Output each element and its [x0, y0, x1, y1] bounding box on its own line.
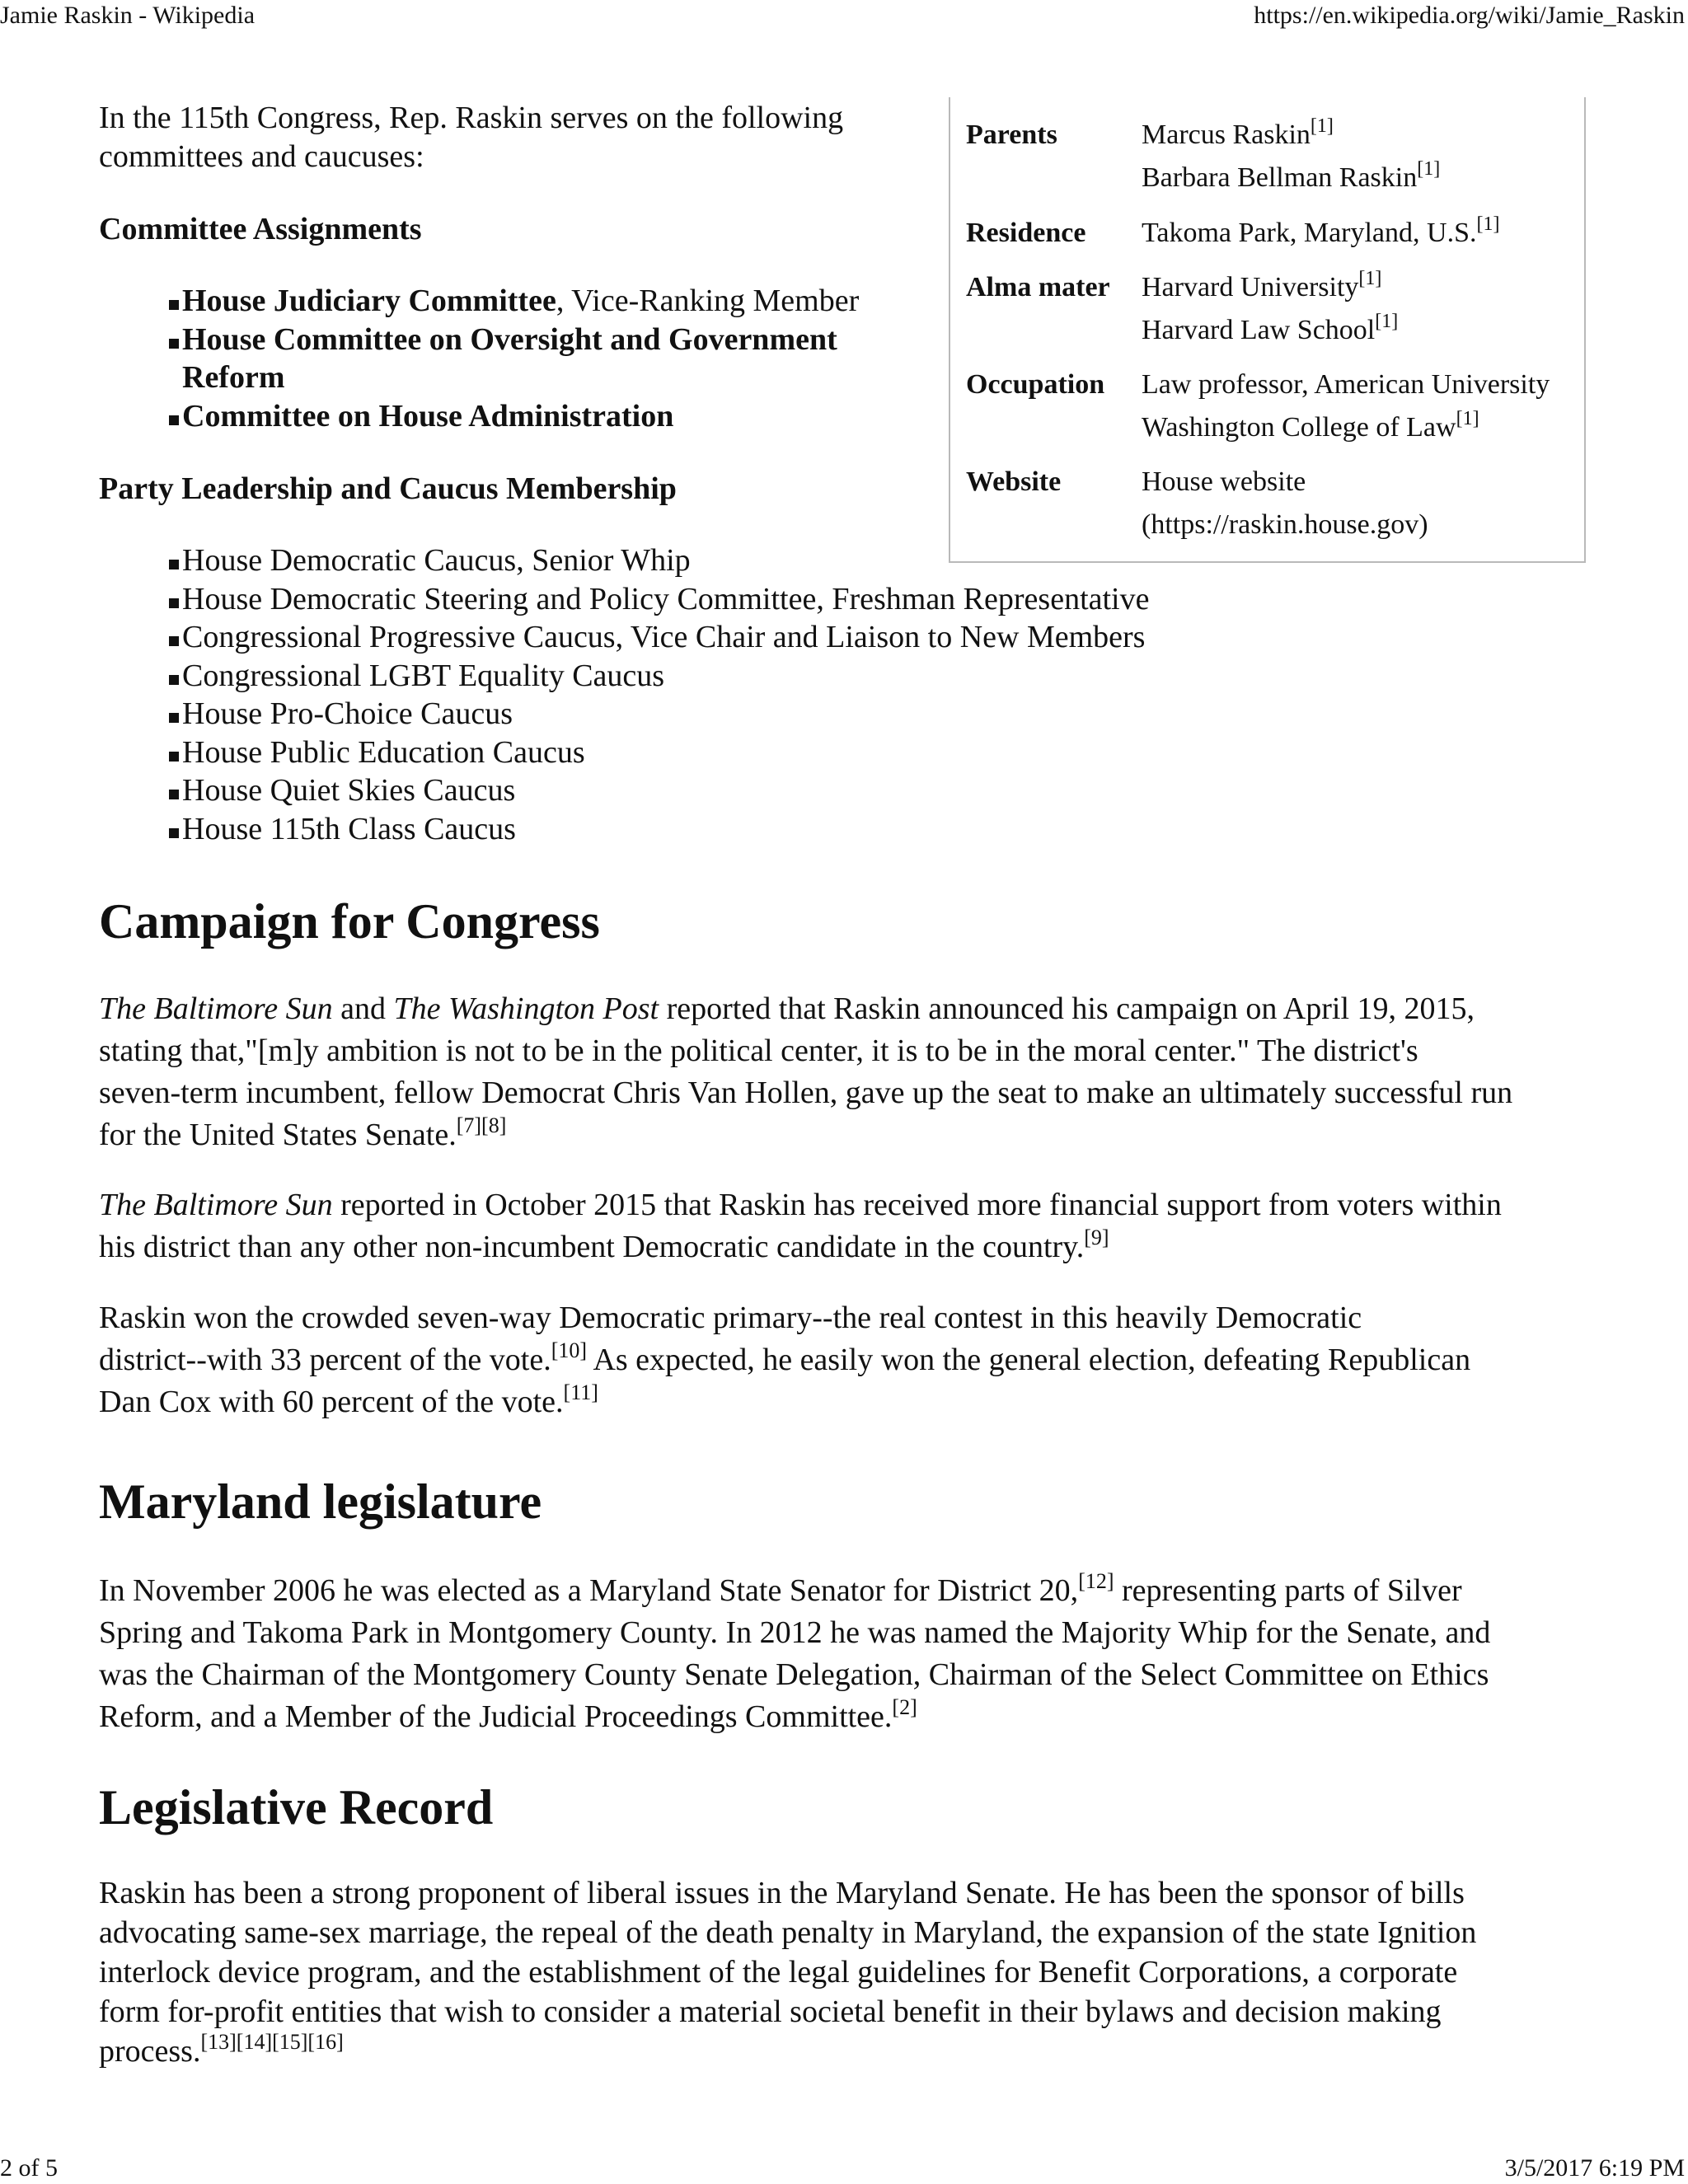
- citation-ref[interactable]: [2]: [892, 1695, 917, 1719]
- parent-link[interactable]: Marcus Raskin: [1142, 120, 1311, 150]
- print-footer-datetime: 3/5/2017 6:19 PM: [1504, 2154, 1685, 2182]
- list-item: House Public Education Caucus: [99, 733, 1335, 772]
- list-item: House Quiet Skies Caucus: [99, 771, 1335, 810]
- citation-ref[interactable]: [12]: [1078, 1569, 1114, 1593]
- alma-link[interactable]: Harvard University: [1142, 272, 1359, 302]
- infobox-label: Website: [966, 466, 1062, 497]
- infobox-value: Marcus Raskin[1] Barbara Bellman Raskin[1]: [1142, 115, 1441, 193]
- infobox-label: Occupation: [966, 369, 1105, 400]
- infobox-value: Takoma Park, Maryland, U.S.[1]: [1142, 213, 1500, 248]
- list-item: Congressional Progressive Caucus, Vice Chair and Liaison to New Members: [99, 618, 1335, 657]
- list-item: [99, 321, 956, 397]
- intro-text: [99, 99, 843, 176]
- list-item: [99, 397, 956, 436]
- committee-heading: Committee Assignments: [99, 212, 422, 246]
- print-header-url[interactable]: https://en.wikipedia.org/wiki/Jamie_Raskin: [1254, 2, 1685, 29]
- infobox-label: Alma mater: [966, 272, 1110, 302]
- section-heading-campaign: Campaign for Congress: [99, 894, 600, 949]
- citation-ref[interactable]: [1]: [1375, 311, 1399, 332]
- infobox-value: Law professor, American University Washington College of Law[1]: [1142, 369, 1550, 443]
- intro-line-2: committees and caucuses:: [99, 139, 424, 174]
- infobox-label: Residence: [966, 218, 1086, 248]
- list-item: House Democratic Caucus, Senior Whip: [99, 541, 1335, 580]
- caucus-heading: Party Leadership and Caucus Membership: [99, 471, 677, 506]
- infobox-value: [1142, 461, 1428, 546]
- maryland-paragraph: In November 2006 he was elected as a Maryland State Senator for District 20,[12] representing parts of Silver Spring and Takoma Park in Montgomery County. In 2012 he was named the Majority Whip for the Senate, and was the Chairman of the Montgomery County Senate Delegation, Chairman of the Select Committee on Ethics Reform, and a Member of the Judicial Proceedings Committee.[2]: [99, 1569, 1491, 1734]
- section-heading-maryland: Maryland legislature: [99, 1474, 542, 1529]
- infobox-value: [1142, 266, 1398, 352]
- committee-link-cont[interactable]: Reform: [182, 360, 285, 395]
- alma-link[interactable]: Harvard Law School: [1142, 315, 1376, 345]
- committee-link[interactable]: Committee on House Administration: [182, 398, 674, 434]
- list-item: House Pro-Choice Caucus: [99, 695, 1335, 733]
- citation-ref[interactable]: [11]: [563, 1380, 598, 1404]
- list-item: House 115th Class Caucus: [99, 810, 1335, 849]
- committee-link[interactable]: House Committee on Oversight and Government: [182, 321, 837, 357]
- print-footer-page: 2 of 5: [0, 2154, 58, 2182]
- citation-ref[interactable]: [13][14][15][16]: [200, 2030, 344, 2054]
- citation-ref[interactable]: [1]: [1476, 213, 1500, 235]
- campaign-paragraph-2: The Baltimore Sun reported in October 2015 that Raskin has received more financial support from voters within his district than any other non-incumbent Democratic candidate in the country.[9]: [99, 1188, 1502, 1264]
- infobox-label: Parents: [966, 120, 1057, 150]
- committee-link[interactable]: House Judiciary Committee: [182, 284, 556, 318]
- citation-ref[interactable]: [1]: [1456, 408, 1479, 429]
- website-link[interactable]: House website: [1142, 466, 1306, 497]
- campaign-paragraph-1: The Baltimore Sun and The Washington Post reported that Raskin announced his campaign on April 19, 2015, stating that,"[m]y ambition is not to be in the political center, it is to be in the moral center." The district's seven-term incumbent, fellow Democrat Chris Van Hollen, gave up the seat to make an ultimately successful run for the United States Senate.[7][8]: [99, 991, 1513, 1152]
- citation-ref[interactable]: [9]: [1084, 1226, 1109, 1249]
- intro-line-1: In the 115th Congress, Rep. Raskin serves on the following: [99, 101, 844, 135]
- infobox: [949, 97, 1586, 563]
- citation-ref[interactable]: [1]: [1358, 268, 1382, 289]
- campaign-paragraph-3: Raskin won the crowded seven-way Democratic primary--the real contest in this heavily Democratic district--with 33 percent of the vote.[10] As expected, he easily won the general election, defeating Republican Dan Cox with 60 percent of the vote.[11]: [99, 1301, 1471, 1419]
- legislative-record-paragraph: Raskin has been a strong proponent of liberal issues in the Maryland Senate. He has been the sponsor of bills advocating same-sex marriage, the repeal of the death penalty in Maryland, the expansion of the state Ignition interlock device program, and the establishment of the legal guidelines for Benefit Corporations, a corporate form for-profit entities that wish to consider a material societal benefit in their bylaws and decision making process.[13][14][15][16]: [99, 1876, 1477, 2069]
- list-item: House Democratic Steering and Policy Committee, Freshman Representative: [99, 580, 1335, 619]
- citation-ref[interactable]: [1]: [1417, 158, 1441, 180]
- caucus-list: [99, 541, 1335, 848]
- citation-ref[interactable]: [10]: [551, 1338, 588, 1362]
- website-url[interactable]: (https://raskin.house.gov): [1142, 509, 1428, 540]
- list-item: House Judiciary Committee, Vice-Ranking Member: [99, 282, 956, 321]
- list-item: Congressional LGBT Equality Caucus: [99, 657, 1335, 696]
- citation-ref[interactable]: [1]: [1310, 115, 1334, 137]
- section-heading-legislative-record: Legislative Record: [99, 1780, 494, 1835]
- committee-list: [99, 282, 956, 435]
- citation-ref[interactable]: [7][8]: [456, 1113, 507, 1137]
- print-header-title: Jamie Raskin - Wikipedia: [0, 2, 256, 29]
